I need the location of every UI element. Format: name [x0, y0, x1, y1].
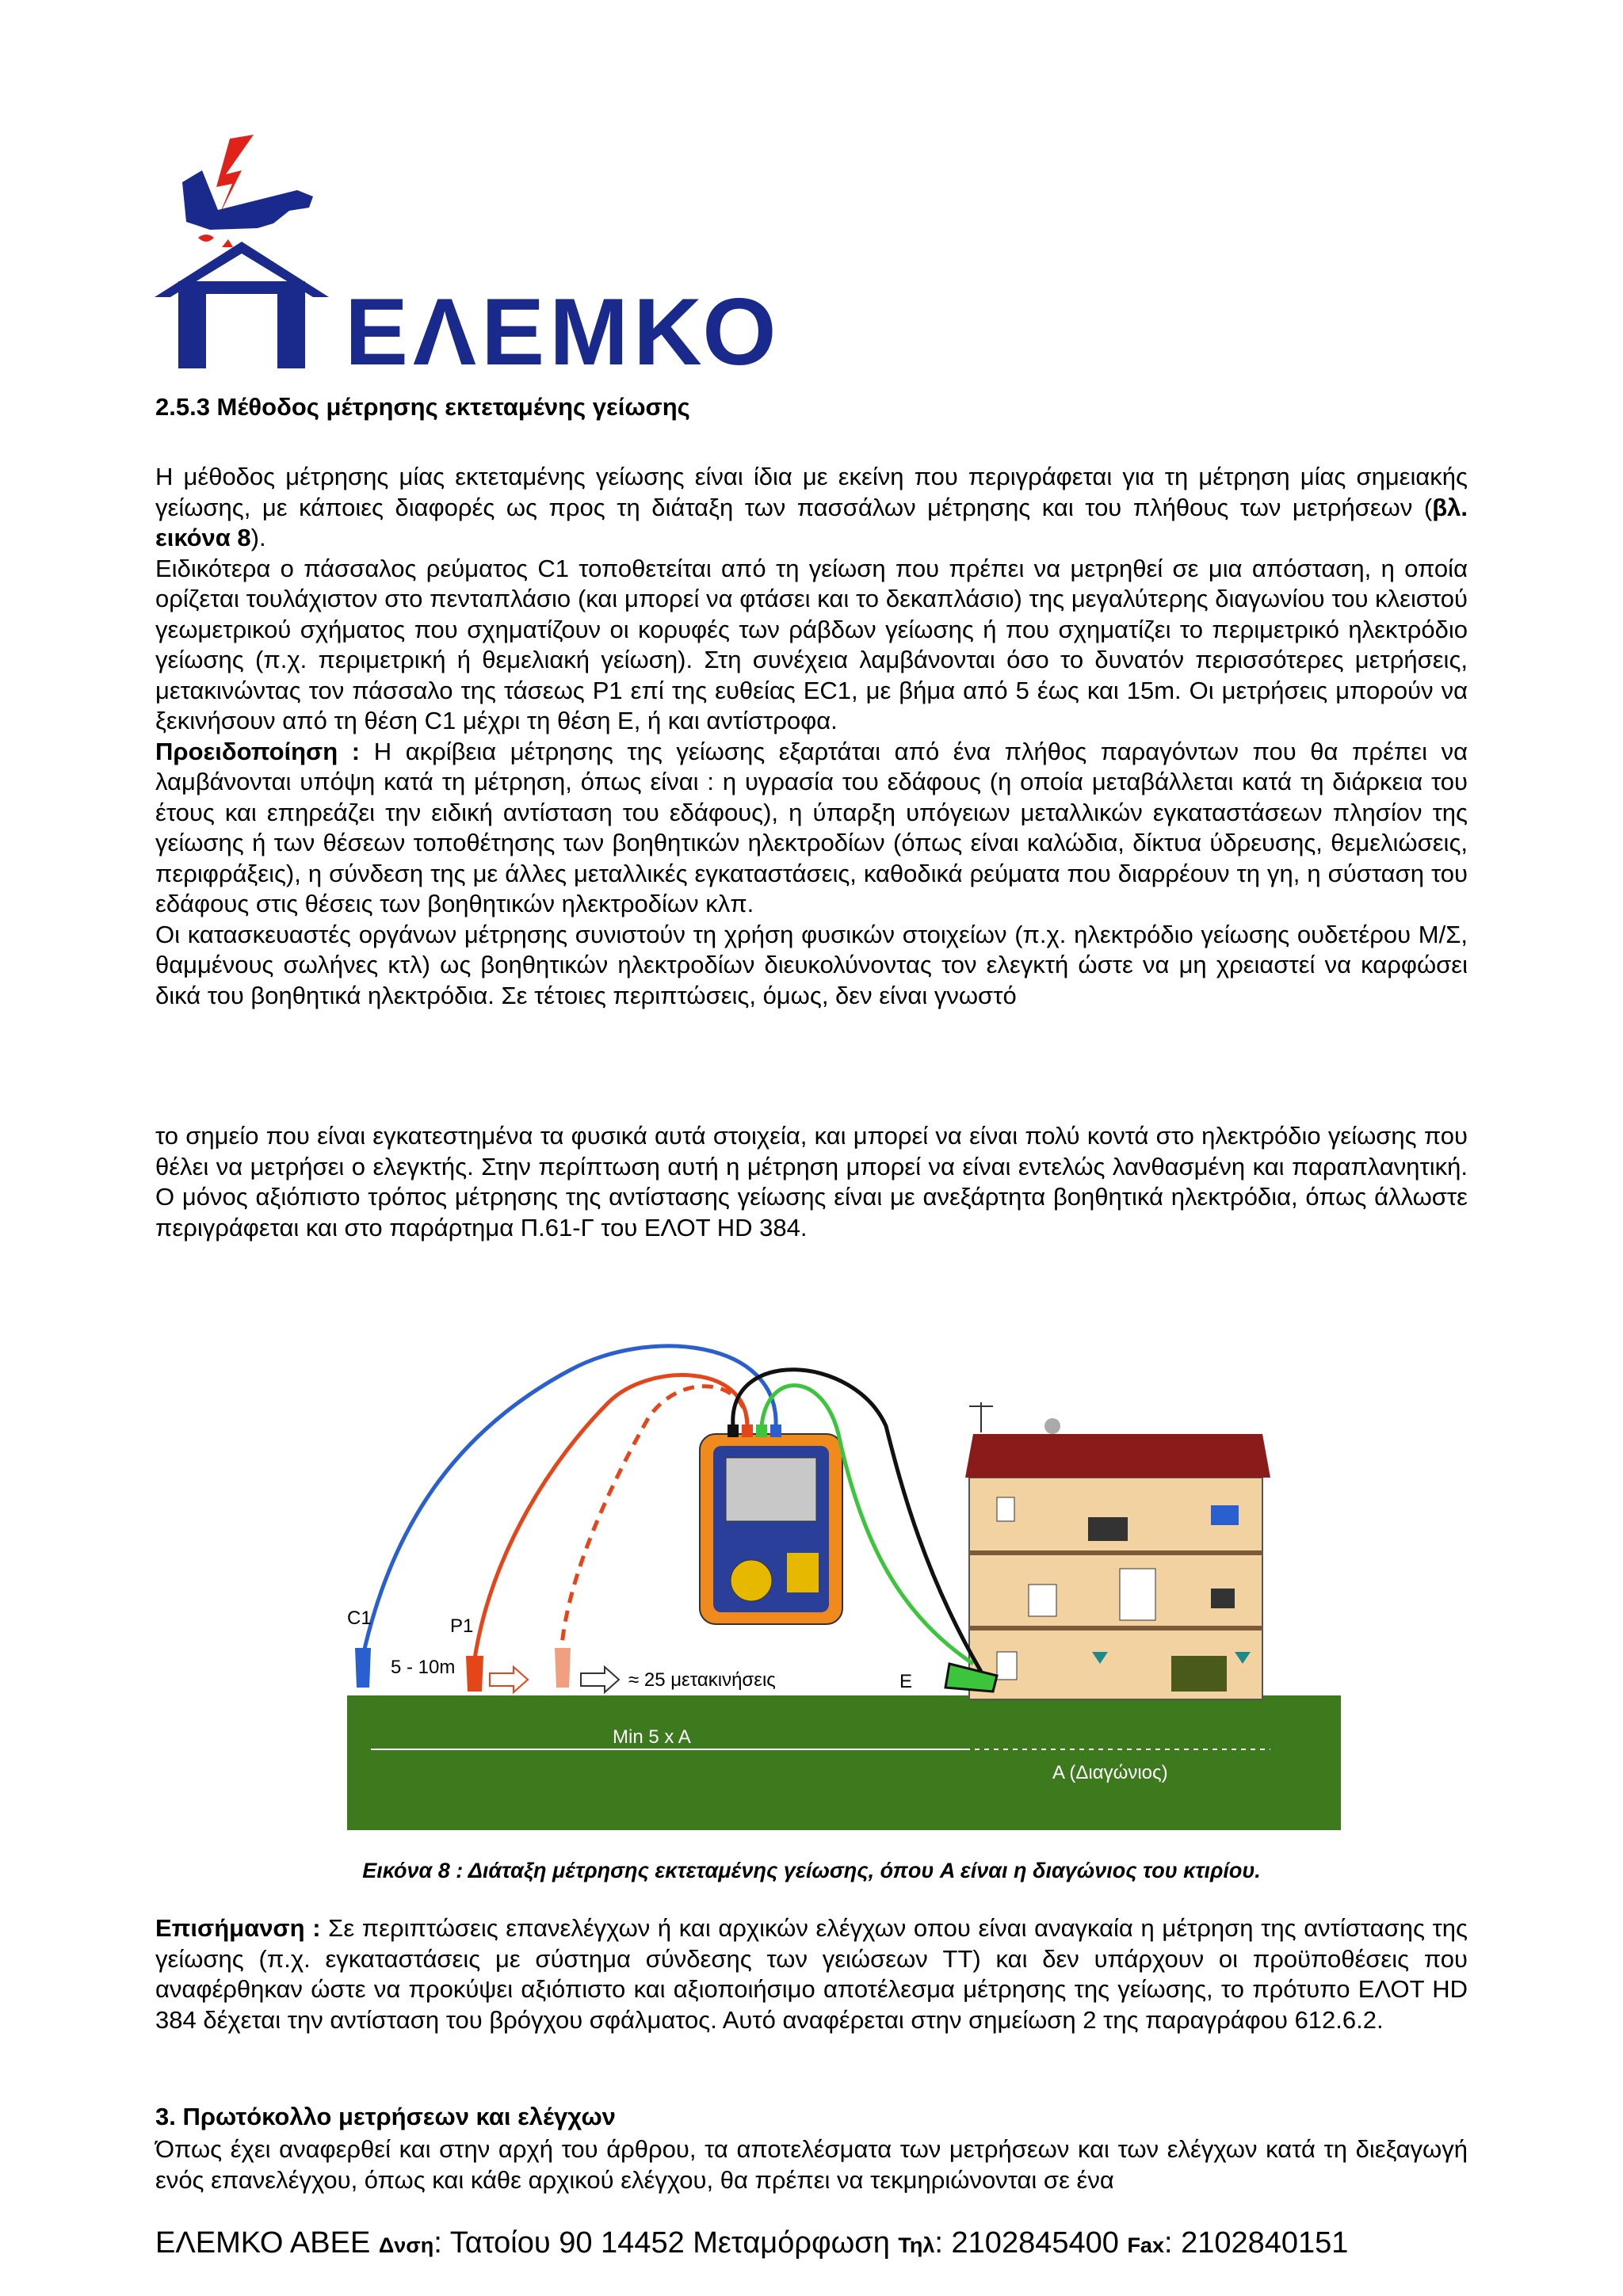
earth-tester-meter — [700, 1425, 842, 1624]
hand-icon — [182, 170, 313, 230]
arrow-right-icon — [490, 1667, 528, 1692]
elemko-logo — [155, 135, 828, 372]
paragraph-2: Ειδικότερα ο πάσσαλος ρεύματος C1 τοποθετείται από τη γείωση που πρέπει να μετρηθεί σε μια απόσταση, η οποία ορίζεται τουλάχιστον στο πενταπλάσιο (και μπορεί να φτάσει και το δεκαπλάσιο) της μεγαλύτερης διαγωνίου του κλειστού γεωμετρικού σχήματος που σχηματίζουν οι κορυφές των ράβδων γείωσης ή που σχηματίζει το περιμετρικό ηλεκτρόδιο γείωσης (π.χ. περιμετρική ή θεμελιακή γείωση). Στη συνέχεια λαμβάνονται όσο το δυνατόν περισσότερες μετρήσεις, μετακινώντας τον πάσσαλο της τάσεως P1 επί της ευθείας EC1, με βήμα από 5 έως και 15m. Οι μετρήσεις μπορούν να ξεκινήσουν από τη θέση C1 μέχρι τη θέση E, ή και αντίστροφα. — [155, 554, 1468, 734]
para1-text: Η μέθοδος μέτρησης μίας εκτεταμένης γείωσης είναι ίδια με εκείνη που περιγράφεται για τη μέτρηση μίας σημειακής γείωσης, με κάποιες διαφορές ως προς τη διάταξη των πασσάλων μέτρησης και του πλήθους των μετρήσεων ( — [155, 463, 1468, 521]
house-roof — [965, 1434, 1270, 1478]
paragraph-1 — [155, 463, 1468, 551]
spark-icon — [198, 235, 214, 242]
distribution-panel-icon — [997, 1652, 1017, 1680]
warning-label: Προειδοποίηση : — [155, 737, 361, 765]
footer-tel: : 2102845400 — [934, 2226, 1128, 2260]
clamp-p1-moved-icon — [555, 1648, 571, 1688]
label-min: Min 5 x A — [613, 1726, 691, 1748]
section-3-body: Όπως έχει αναφερθεί και στην αρχή του άρθρου, τα αποτελέσματα των μετρήσεων και των ελέγχων κατά τη διεξαγωγή ενός επανελέγχου, όπως και κάθε αρχικού ελέγχου, θα πρέπει να τεκμηριώνονται σε ένα — [155, 2135, 1468, 2194]
figure-caption: Εικόνα 8 : Διάταξη μέτρησης εκτεταμένης γείωσης, όπου A είναι η διαγώνιος του κτιρίου. — [362, 1859, 1261, 1882]
tv-icon — [1088, 1517, 1128, 1541]
label-spacing: 5 - 10m — [391, 1657, 456, 1678]
note-paragraph — [155, 1913, 1468, 2035]
note-label: Επισήμανση : — [155, 1914, 321, 1942]
terminal-black — [727, 1425, 739, 1437]
boiler-icon — [1171, 1656, 1227, 1691]
house-beam — [178, 281, 305, 294]
oven-icon — [1029, 1585, 1056, 1616]
footer-tel-label: Τηλ — [898, 2233, 935, 2257]
para1-end: ). — [250, 524, 266, 551]
fridge-icon — [1120, 1569, 1155, 1620]
socket-icon — [997, 1497, 1014, 1521]
clamp-p1-icon — [466, 1656, 483, 1691]
label-moves: ≈ 25 μετακινήσεις — [628, 1669, 776, 1691]
section-253-body — [155, 462, 1468, 1011]
terminal-blue — [770, 1425, 781, 1437]
meter-keypad — [787, 1553, 819, 1592]
footer-address: : Τατοίου 90 14452 Μεταμόρφωση — [433, 2226, 899, 2260]
figure-8-diagram — [347, 1315, 1341, 1830]
label-diag: A (Διαγώνιος) — [1052, 1762, 1168, 1783]
terminal-green — [756, 1425, 767, 1437]
spark-icon — [222, 239, 233, 247]
footer-fax-label: Fax — [1127, 2233, 1164, 2257]
label-p1: P1 — [450, 1615, 474, 1637]
section-title-253: 2.5.3 Μέθοδος μέτρησης εκτεταμένης γείωσης — [155, 393, 690, 421]
paragraph-4: Οι κατασκευαστές οργάνων μέτρησης συνιστούν τη χρήση φυσικών στοιχείων (π.χ. ηλεκτρόδιο γείωσης ουδετέρου Μ/Σ, θαμμένους σωλήνες κτλ) ως βοηθητικών ηλεκτροδίων διευκολύνοντας τον ελεγκτή ώστε να μη χρειαστεί να καρφώσει δικά του βοηθητικά ηλεκτρόδια. Σε τέτοιες περιπτώσεις, όμως, δεν είναι γνωστό — [155, 920, 1468, 1009]
footer-fax: : 2102840151 — [1163, 2226, 1349, 2260]
house-pillar-right — [277, 293, 305, 368]
warning-paragraph — [155, 738, 1468, 918]
clamp-c1-icon — [355, 1648, 371, 1688]
label-e: E — [899, 1671, 913, 1692]
house-pillar-left — [178, 293, 206, 368]
arrow-right-icon — [581, 1667, 619, 1692]
section-title-3: 3. Πρωτόκολλο μετρήσεων και ελέγχων — [155, 2103, 616, 2130]
footer-address-label: Δνση — [378, 2233, 434, 2257]
ground — [347, 1695, 1341, 1830]
satellite-dish-icon — [1044, 1418, 1060, 1434]
footer — [155, 2226, 1348, 2260]
figure-ref: βλ. εικόνα 8 — [155, 493, 1468, 551]
warning-text: Η ακρίβεια μέτρησης της γείωσης εξαρτάται από ένα πλήθος παραγόντων που θα πρέπει να λαμβάνονται υπόψη κατά τη μέτρηση, όπως είναι : η υγρασία του εδάφους (η οποία μεταβάλλεται κατά τη διάρκεια του έτους και επηρεάζει την ειδική αντίσταση του εδάφους), η ύπαρξη υπόγειων μεταλλικών εγκαταστάσεων πλησίον της γείωσης ή των θέσεων τοποθέτησης των βοηθητικών ηλεκτροδίων (όπως είναι καλώδια, δίκτυα ύδρευσης, θεμελιώσεις, περιφράξεις), η σύνδεση της με άλλες μεταλλικές εγκαταστάσεις, καθοδικά ρεύματα που διαρρέουν τη γη, η σύσταση του εδάφους στις θέσεις των βοηθητικών ηλεκτροδίων κλπ. — [155, 737, 1468, 917]
computer-icon — [1211, 1505, 1239, 1525]
meter-display — [726, 1458, 816, 1521]
terminal-red — [742, 1425, 753, 1437]
footer-company: ΕΛΕΜΚΟ ΑΒΕΕ — [155, 2226, 379, 2260]
meter-dial — [731, 1560, 772, 1601]
label-c1: C1 — [347, 1608, 372, 1629]
house-illustration — [965, 1402, 1270, 1699]
paragraph-5: το σημείο που είναι εγκατεστημένα τα φυσικά αυτά στοιχεία, και μπορεί να είναι πολύ κοντά στο ηλεκτρόδιο γείωσης που θέλει να μετρήσει ο ελεγκτής. Στην περίπτωση αυτή η μέτρηση μπορεί να είναι εντελώς λανθασμένη και παραπλανητική. Ο μόνος αξιόπιστο τρόπος μέτρησης της αντίστασης γείωσης είναι με ανεξάρτητα βοηθητικά ηλεκτρόδια, όπως άλλωστε περιγράφεται και στο παράρτημα Π.61-Γ του ΕΛΟΤ HD 384. — [155, 1122, 1468, 1241]
logo-text: ΕΛΕΜΚΟ — [345, 279, 781, 372]
note-text: Σε περιπτώσεις επανελέγχων ή και αρχικών ελέγχων οπου είναι αναγκαία η μέτρηση της αντίστασης της γείωσης (π.χ. εγκαταστάσεις με σύστημα σύνδεσης των γειώσεων TT) και δεν υπάρχουν οι προϋποθέσεις που αναφέρθηκαν ώστε να προκύψει αξιόπιστο και αξιοποιήσιμο αποτέλεσμα μέτρησης της γείωσης, το πρότυπο ΕΛΟΤ HD 384 δέχεται την αντίσταση του βρόγχου σφάλματος. Αυτό αναφέρεται στην σημείωση 2 της παραγράφου 612.6.2. — [155, 1914, 1468, 2034]
phone-icon — [1211, 1589, 1235, 1608]
